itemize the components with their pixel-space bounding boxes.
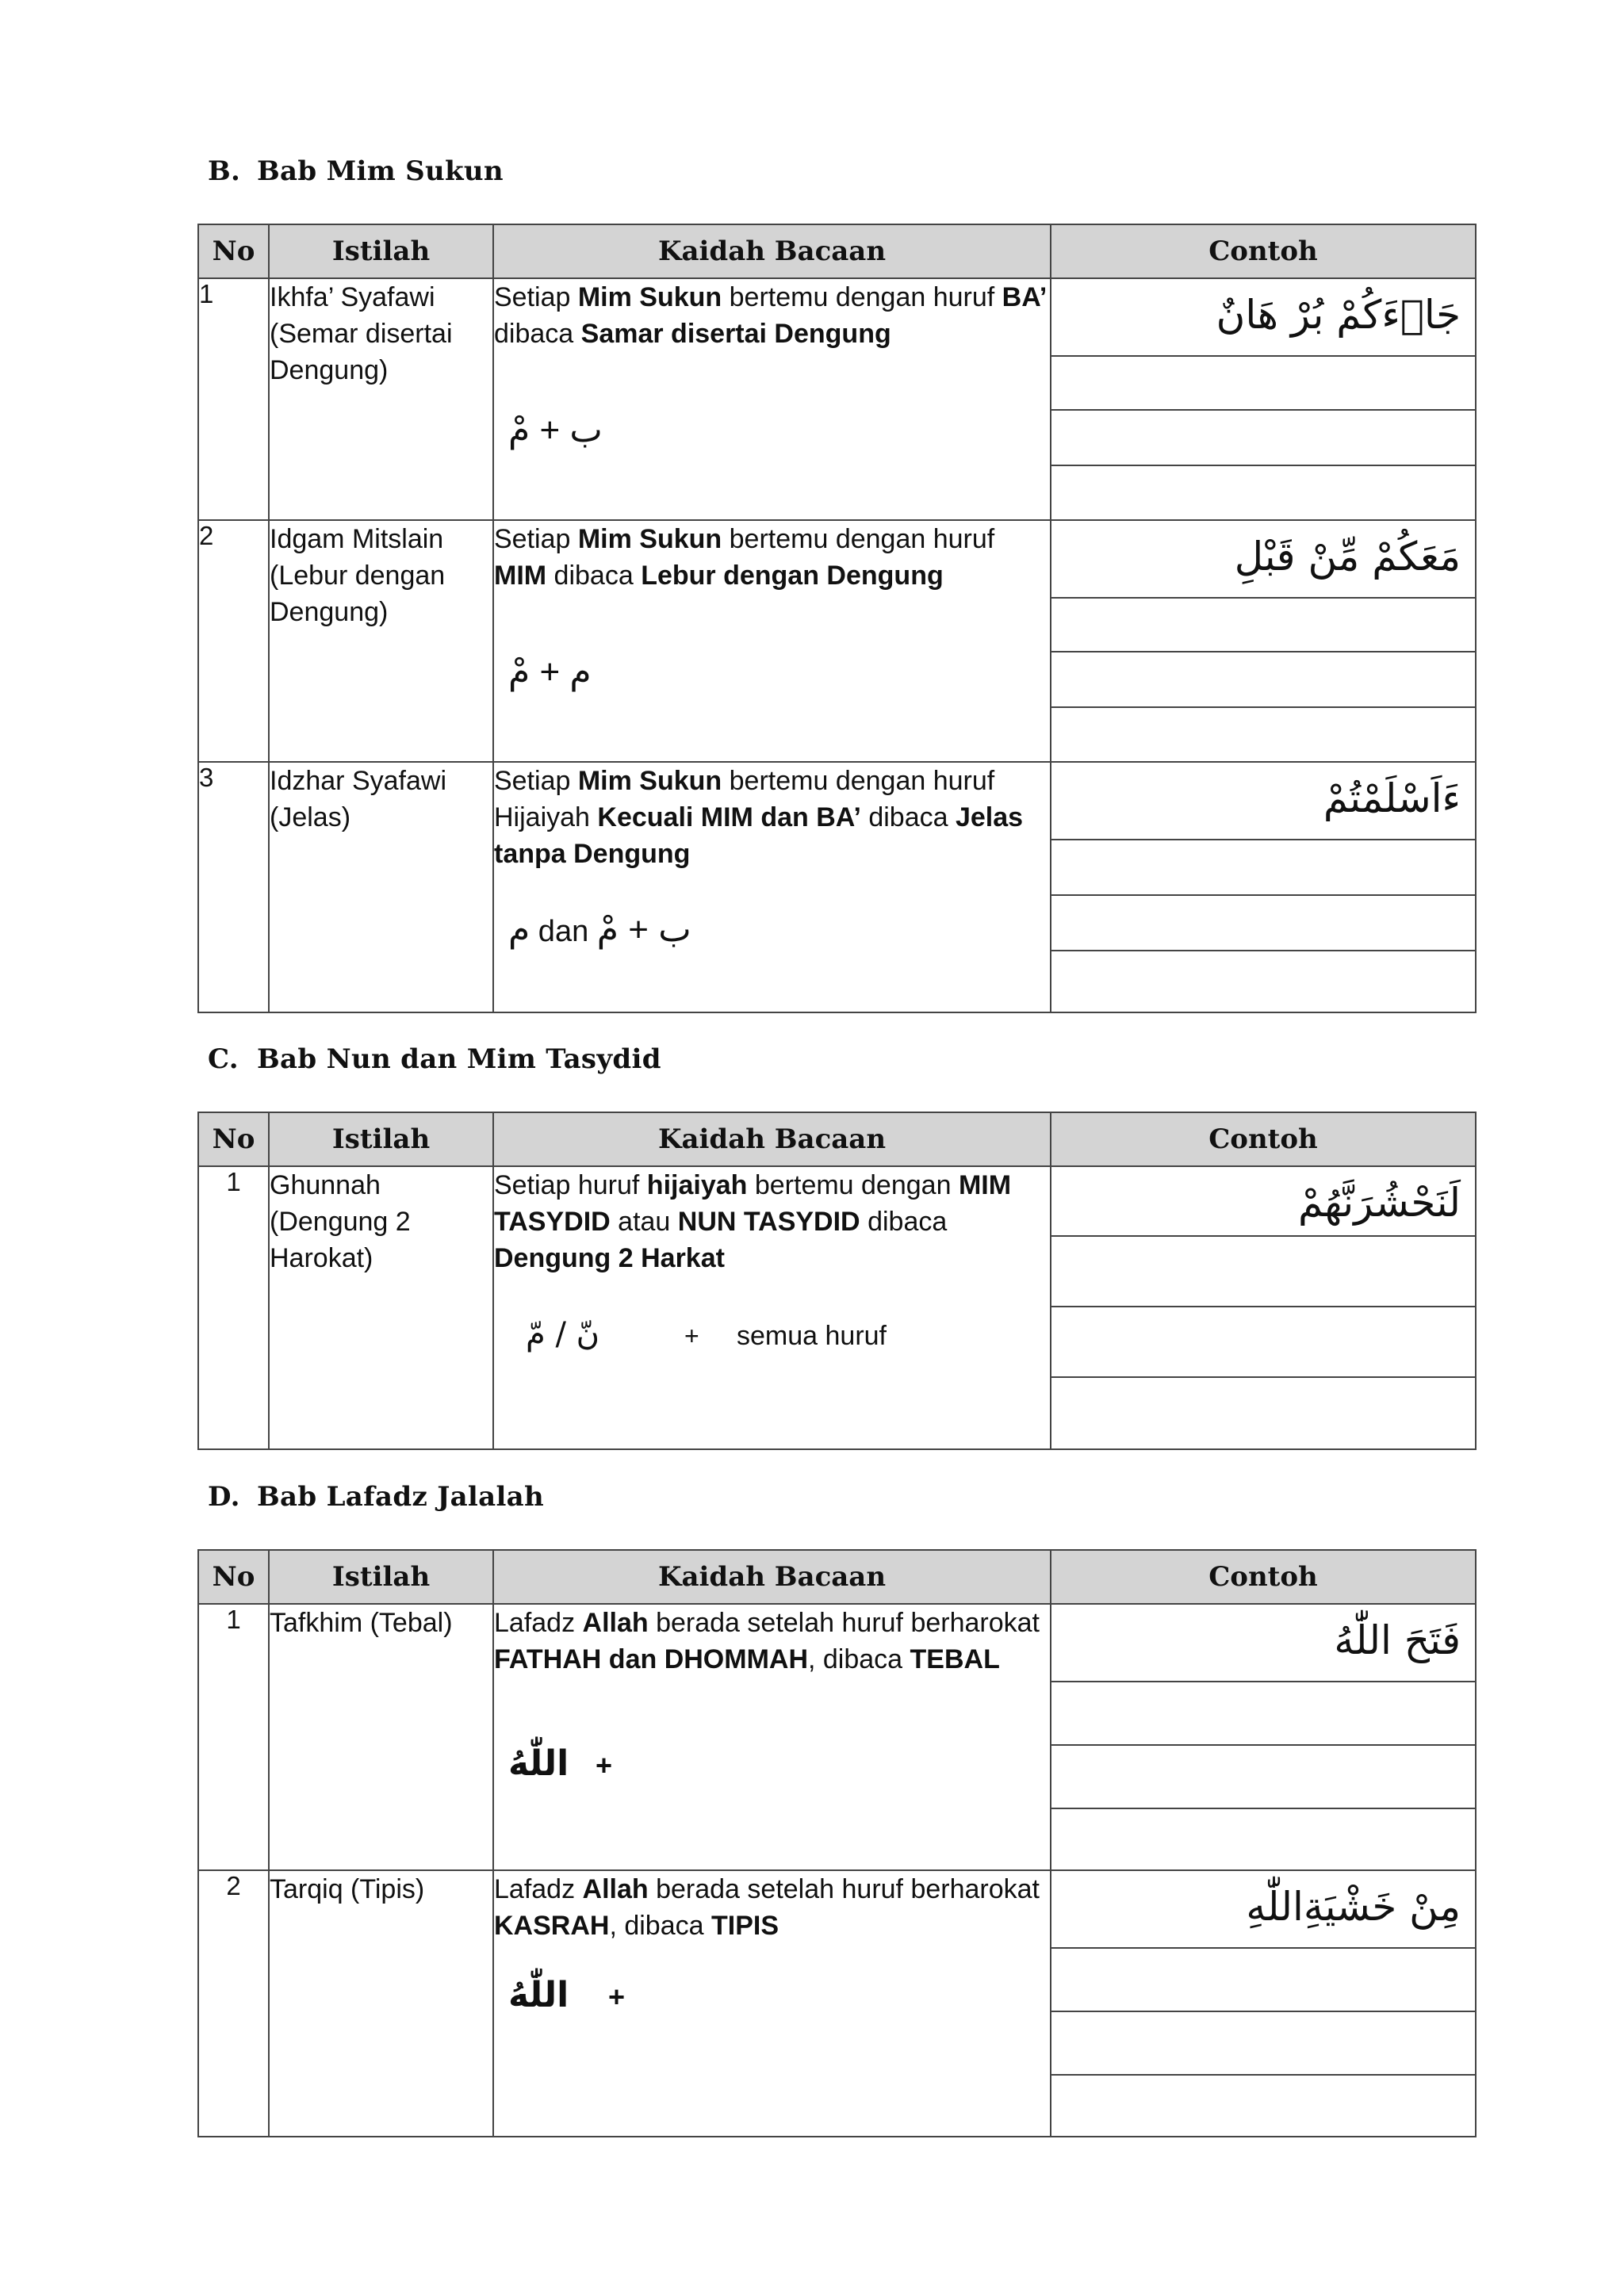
- contoh-arabic: مَعَكُمْ مِّنْ قَبْلِ: [1234, 534, 1461, 580]
- table-row: [198, 278, 1476, 520]
- writing-lines: [1051, 1605, 1475, 1869]
- istilah-cell: [269, 278, 493, 520]
- row-number: 3: [198, 762, 269, 1012]
- kaidah-formula: اللّٰهُ +: [508, 1975, 626, 2015]
- istilah-cell: [269, 520, 493, 762]
- kaidah-cell: [493, 278, 1051, 520]
- table-header-row: [198, 1112, 1476, 1166]
- istilah-cell: [269, 1870, 493, 2137]
- kaidah-cell: [493, 1870, 1051, 2137]
- section-title-text: Bab Lafadz Jalalah: [257, 1481, 545, 1513]
- writing-lines: [1051, 1871, 1475, 2136]
- kaidah-formula: ب + مْ: [508, 410, 603, 450]
- contoh-arabic: مِنْ خَشْيَةِاللّٰهِ: [1246, 1884, 1461, 1930]
- kaidah-text: Lafadz Allah berada setelah huruf berharokat KASRAH, dibaca TIPIS: [494, 1874, 1040, 1941]
- table-row: [198, 1604, 1476, 1870]
- header-no: No: [198, 1550, 269, 1604]
- kaidah-text: Setiap Mim Sukun bertemu dengan huruf MIM dibaca Lebur dengan Dengung: [494, 524, 995, 591]
- istilah-line: Tafkhim (Tebal): [270, 1608, 453, 1638]
- writing-lines: [1051, 1167, 1475, 1448]
- row-number: 1: [198, 278, 269, 520]
- table-header-row: [198, 224, 1476, 278]
- kaidah-cell: [493, 1604, 1051, 1870]
- section-title-text: Bab Mim Sukun: [257, 155, 504, 187]
- kaidah-formula: اللّٰهُ +: [508, 1743, 613, 1784]
- table-row: [198, 762, 1476, 1012]
- istilah-line: (Dengung 2: [270, 1207, 411, 1237]
- row-number: 2: [198, 1870, 269, 2137]
- istilah-line: Dengung): [270, 597, 389, 627]
- section-d-title: [208, 1481, 544, 1513]
- header-contoh: Contoh: [1051, 224, 1476, 278]
- contoh-cell: [1051, 520, 1476, 762]
- contoh-cell: [1051, 762, 1476, 1012]
- section-c-title: [208, 1043, 661, 1075]
- header-no: No: [198, 224, 269, 278]
- table-mim-sukun: [197, 224, 1477, 1013]
- row-number: 2: [198, 520, 269, 762]
- contoh-cell: [1051, 278, 1476, 520]
- header-istilah: Istilah: [269, 1550, 493, 1604]
- kaidah-text: Lafadz Allah berada setelah huruf berharokat FATHAH dan DHOMMAH, dibaca TEBAL: [494, 1608, 1040, 1674]
- table-row: [198, 1166, 1476, 1449]
- table-header-row: [198, 1550, 1476, 1604]
- writing-lines: [1051, 763, 1475, 1012]
- header-kaidah: Kaidah Bacaan: [493, 1550, 1051, 1604]
- kaidah-cell: [493, 520, 1051, 762]
- istilah-line: Ikhfa’ Syafawi: [270, 282, 435, 312]
- istilah-cell: [269, 1604, 493, 1870]
- header-kaidah: Kaidah Bacaan: [493, 224, 1051, 278]
- section-letter: B.: [208, 155, 241, 187]
- kaidah-text: Setiap Mim Sukun bertemu dengan huruf BA’ dibaca Samar disertai Dengung: [494, 282, 1048, 349]
- istilah-line: (Jelas): [270, 802, 351, 832]
- istilah-line: Tarqiq (Tipis): [270, 1874, 425, 1904]
- contoh-arabic: فَتَحَ اللّٰهُ: [1334, 1617, 1461, 1663]
- table-lafadz-jalalah: [197, 1549, 1477, 2137]
- section-letter: D.: [208, 1481, 240, 1513]
- header-istilah: Istilah: [269, 224, 493, 278]
- header-istilah: Istilah: [269, 1112, 493, 1166]
- section-title-text: Bab Nun dan Mim Tasydid: [257, 1043, 661, 1075]
- kaidah-cell: [493, 762, 1051, 1012]
- writing-lines: [1051, 521, 1475, 761]
- contoh-arabic: ءَاَسْلَمْتُمْ: [1323, 775, 1461, 821]
- contoh-cell: [1051, 1870, 1476, 2137]
- kaidah-formula: م dan ب + مْ: [508, 909, 691, 950]
- row-number: 1: [198, 1604, 269, 1870]
- kaidah-formula: نّ / مّ + semua huruf: [526, 1316, 887, 1353]
- istilah-line: Ghunnah: [270, 1170, 381, 1200]
- istilah-line: Idzhar Syafawi: [270, 766, 446, 796]
- header-contoh: Contoh: [1051, 1112, 1476, 1166]
- istilah-cell: [269, 762, 493, 1012]
- contoh-cell: [1051, 1604, 1476, 1870]
- section-letter: C.: [208, 1043, 239, 1075]
- header-contoh: Contoh: [1051, 1550, 1476, 1604]
- istilah-line: Dengung): [270, 355, 389, 385]
- kaidah-formula: م + مْ: [508, 652, 592, 692]
- istilah-line: (Semar disertai: [270, 319, 453, 349]
- kaidah-text: Setiap Mim Sukun bertemu dengan huruf Hijaiyah Kecuali MIM dan BA’ dibaca Jelas tanpa Dengung: [494, 766, 1024, 869]
- istilah-cell: [269, 1166, 493, 1449]
- table-tasydid: [197, 1112, 1477, 1450]
- istilah-line: Harokat): [270, 1243, 373, 1273]
- contoh-cell: [1051, 1166, 1476, 1449]
- kaidah-cell: [493, 1166, 1051, 1449]
- header-no: No: [198, 1112, 269, 1166]
- row-number: 1: [198, 1166, 269, 1449]
- writing-lines: [1051, 279, 1475, 519]
- contoh-arabic: جَاۤءَكُمْ بُرْ هَانٌ: [1216, 292, 1461, 338]
- istilah-line: Idgam Mitslain: [270, 524, 444, 554]
- table-row: [198, 520, 1476, 762]
- header-kaidah: Kaidah Bacaan: [493, 1112, 1051, 1166]
- table-row: [198, 1870, 1476, 2137]
- section-b-title: [208, 155, 504, 187]
- kaidah-text: Setiap huruf hijaiyah bertemu dengan MIM TASYDID atau NUN TASYDID dibaca Dengung 2 Harkat: [494, 1170, 1012, 1273]
- istilah-line: (Lebur dengan: [270, 561, 446, 591]
- contoh-arabic: لَنَحْشُرَنَّهُمْ: [1297, 1180, 1461, 1226]
